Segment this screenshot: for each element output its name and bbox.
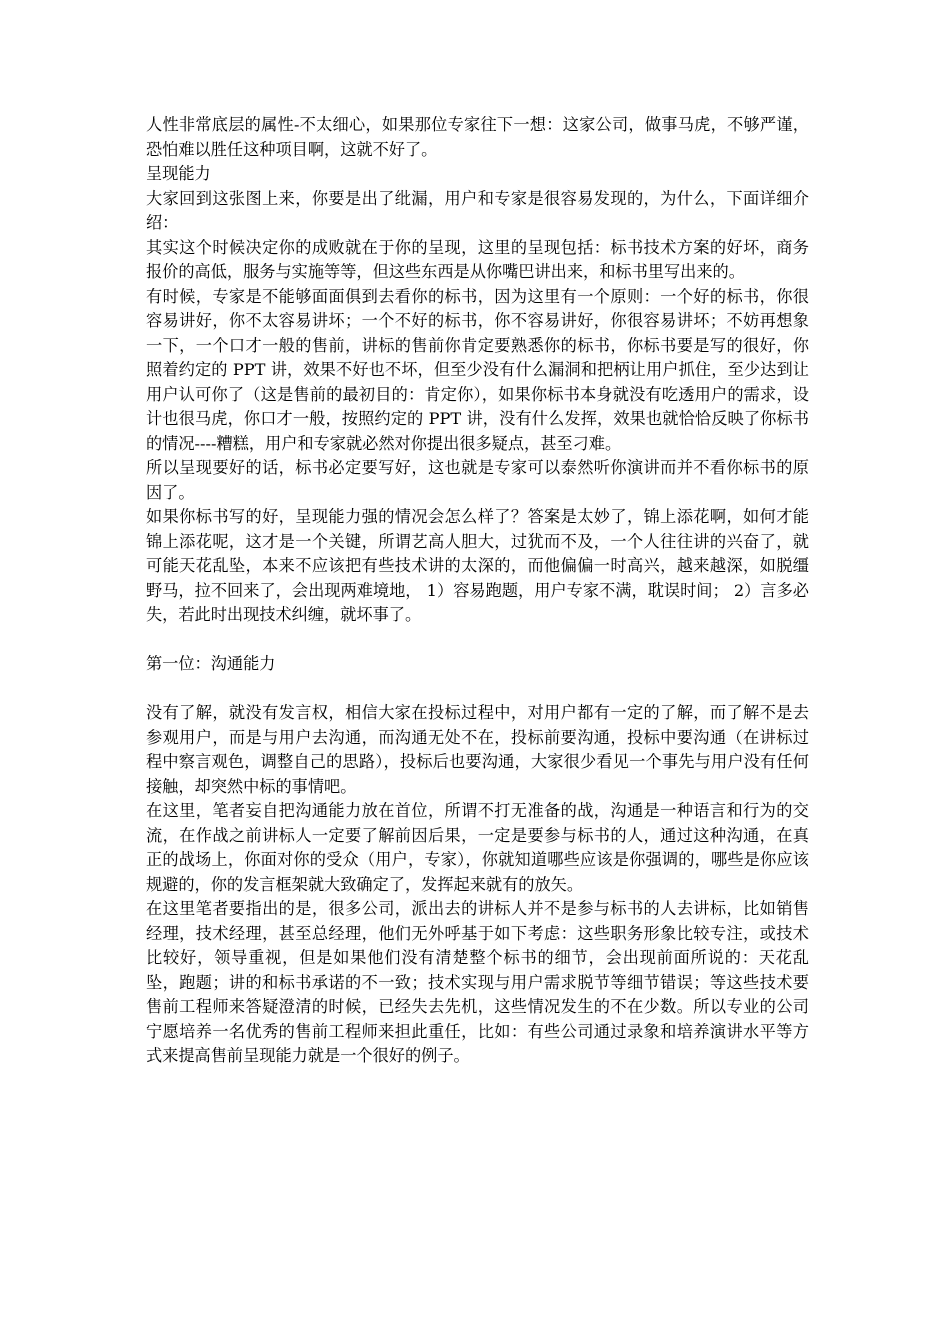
paragraph-write-bid-well: 所以呈现要好的话，标书必定要写好，这也就是专家可以泰然听你演讲而并不看你标书的原因了。 [146,458,809,502]
blank-line [146,628,809,653]
paragraph-presentation-decides: 其实这个时候决定你的成败就在于你的呈现，这里的呈现包括：标书技术方案的好坏，商务报价的高低，服务与实施等等，但这些东西是从你嘴巴讲出来，和标书里写出来的。 [146,237,809,281]
document-body [146,113,809,1069]
paragraph-communication-first: 在这里，笔者妄自把沟通能力放在首位，所谓不打无准备的战，沟通是一种语言和行为的交流，在作战之前讲标人一定要了解前因后果，一定是要参与标书的人，通过这种沟通，在真正的战场上，你面对你的受众（用户，专家），你就知道哪些应该是你强调的，哪些是你应该规避的，你的发言框架就大致确定了，发挥起来就有的放矢。 [146,801,809,894]
paragraph-who-presents: 在这里笔者要指出的是，很多公司，派出去的讲标人并不是参与标书的人去讲标，比如销售经理，技术经理，甚至总经理，他们无外呼基于如下考虑：这些职务形象比较专注，或技术比较好，领导重视，但是如果他们没有清楚整个标书的细节，会出现前面所说的：天花乱坠，跑题；讲的和标书承诺的不一致；技术实现与用户需求脱节等细节错误；等这些技术要售前工程师来答疑澄清的时候，已经失去先机，这些情况发生的不在少数。所以专业的公司宁愿培养一名优秀的售前工程师来担此重任，比如：有些公司通过录象和培养演讲水平等方式来提高售前呈现能力就是一个很好的例子。 [146,899,809,1065]
paragraph-understanding-users: 没有了解，就没有发言权，相信大家在投标过程中，对用户都有一定的了解，而了解不是去参观用户，而是与用户去沟通，而沟通无处不在，投标前要沟通，投标中要沟通（在讲标过程中察言观色，调整自己的思路），投标后也要沟通，大家很少看见一个事先与用户没有任何接触，却突然中标的事情吧。 [146,703,809,796]
paragraph-experts-and-bids: 有时候，专家是不能够面面俱到去看你的标书，因为这里有一个原则：一个好的标书，你很容易讲好，你不太容易讲坏；一个不好的标书，你不容易讲好，你很容易讲坏；不妨再想象一下，一个口才一般的售前，讲标的售前你肯定要熟悉你的标书，你标书要是写的很好，你照着约定的 PPT 讲，效果不好也不坏，但至少没有什么漏洞和把柄让用户抓住，至少达到让用户认可你了（这是售前的最初目的：肯定你），如果你标书本身就没有吃透用户的需求，设计也很马虎，你口才一般，按照约定的 PPT 讲，没有什么发挥，效果也就恰恰反映了你标书的情况----糟糕，用户和专家就必然对你提出很多疑点，甚至刁难。 [146,286,809,453]
blank-line [146,677,809,702]
paragraph-attention-to-detail: 人性非常底层的属性-不太细心，如果那位专家往下一想：这家公司，做事马虎，不够严谨，恐怕难以胜任这种项目啊，这就不好了。 [146,115,809,159]
section-heading-communication: 第一位：沟通能力 [146,654,276,673]
paragraph-strong-presentation: 如果你标书写的好，呈现能力强的情况会怎么样了？答案是太妙了，锦上添花啊，如何才能锦上添花呢，这才是一个关键，所谓艺高人胆大，过犹而不及，一个人往往讲的兴奋了，就可能天花乱坠，本来不应该把有些技术讲的太深的，而他偏偏一时高兴，越来越深，如脱缰野马，拉不回来了，会出现两难境地， 1）容易跑题，用户专家不满，耽误时间； 2）言多必失，若此时出现技术纠缠，就坏事了。 [146,507,809,624]
paragraph-back-to-chart: 大家回到这张图上来，你要是出了纰漏，用户和专家是很容易发现的，为什么，下面详细介绍： [146,188,809,232]
section-heading-presentation: 呈现能力 [146,164,211,183]
